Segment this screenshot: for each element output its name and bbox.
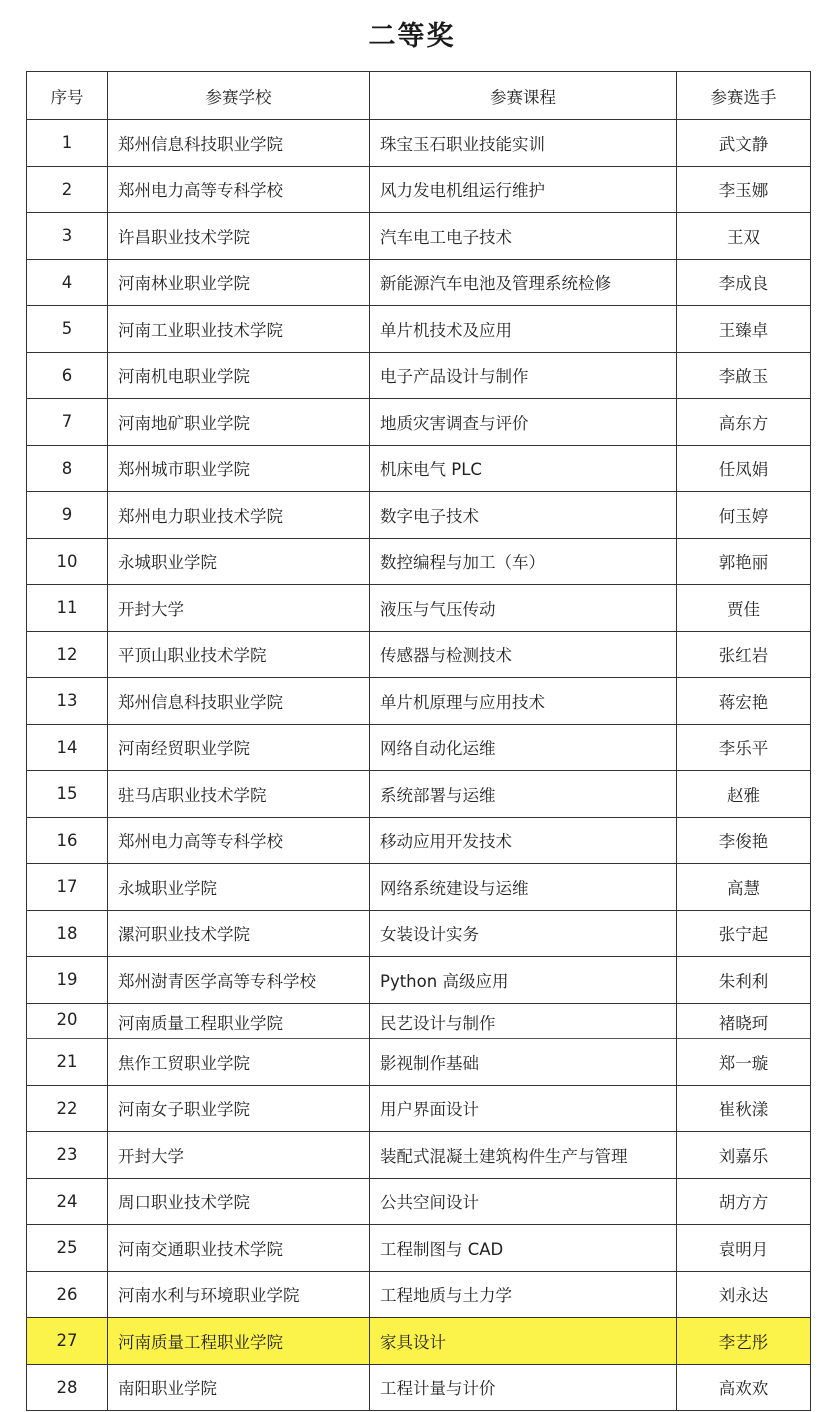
row-number: 14 [27, 724, 108, 771]
row-course: 地质灾害调查与评价 [370, 399, 677, 446]
row-course: Python 高级应用 [370, 957, 677, 1004]
row-contestant: 高欢欢 [677, 1364, 811, 1411]
table-row [27, 771, 811, 818]
row-school: 河南工业职业技术学院 [108, 306, 370, 353]
row-number: 25 [27, 1225, 108, 1272]
row-contestant: 张红岩 [677, 631, 811, 678]
row-course: 电子产品设计与制作 [370, 352, 677, 399]
row-number: 13 [27, 678, 108, 725]
row-course: 汽车电工电子技术 [370, 213, 677, 260]
row-course: 工程计量与计价 [370, 1364, 677, 1411]
row-number: 17 [27, 864, 108, 911]
row-contestant: 王双 [677, 213, 811, 260]
row-number: 3 [27, 213, 108, 260]
row-course: 民艺设计与制作 [370, 1003, 677, 1041]
table-row [27, 1318, 811, 1365]
table-row [27, 864, 811, 911]
row-school: 河南女子职业学院 [108, 1085, 370, 1132]
row-number: 26 [27, 1271, 108, 1318]
table-row [27, 306, 811, 353]
award-table-part-2 [26, 1038, 811, 1411]
table-row [27, 1178, 811, 1225]
row-course: 影视制作基础 [370, 1039, 677, 1086]
row-contestant: 朱利利 [677, 957, 811, 1004]
row-contestant: 李乐平 [677, 724, 811, 771]
row-school: 开封大学 [108, 1132, 370, 1179]
table-row [27, 399, 811, 446]
row-contestant: 武文静 [677, 120, 811, 167]
table-header-row [27, 72, 811, 120]
row-contestant: 高慧 [677, 864, 811, 911]
row-school: 郑州信息科技职业学院 [108, 120, 370, 167]
row-contestant: 任凤娟 [677, 445, 811, 492]
row-course: 单片机技术及应用 [370, 306, 677, 353]
row-school: 漯河职业技术学院 [108, 910, 370, 957]
row-course: 单片机原理与应用技术 [370, 678, 677, 725]
row-course: 工程地质与土力学 [370, 1271, 677, 1318]
table-row [27, 1132, 811, 1179]
row-number: 1 [27, 120, 108, 167]
row-contestant: 贾佳 [677, 585, 811, 632]
table-row [27, 631, 811, 678]
table-row [27, 166, 811, 213]
row-contestant: 刘永达 [677, 1271, 811, 1318]
header-contestant: 参赛选手 [677, 72, 811, 120]
table-row [27, 1003, 811, 1041]
header-course: 参赛课程 [370, 72, 677, 120]
row-school: 郑州信息科技职业学院 [108, 678, 370, 725]
row-school: 南阳职业学院 [108, 1364, 370, 1411]
row-number: 28 [27, 1364, 108, 1411]
table-row [27, 445, 811, 492]
table-row [27, 492, 811, 539]
row-number: 19 [27, 957, 108, 1004]
row-contestant: 胡方方 [677, 1178, 811, 1225]
row-school: 郑州电力高等专科学校 [108, 817, 370, 864]
row-number: 11 [27, 585, 108, 632]
row-course: 数字电子技术 [370, 492, 677, 539]
table-row [27, 1085, 811, 1132]
row-school: 河南地矿职业学院 [108, 399, 370, 446]
table-row [27, 817, 811, 864]
row-school: 河南机电职业学院 [108, 352, 370, 399]
row-contestant: 李成良 [677, 259, 811, 306]
table-row [27, 538, 811, 585]
row-school: 郑州城市职业学院 [108, 445, 370, 492]
row-school: 郑州澍青医学高等专科学校 [108, 957, 370, 1004]
row-contestant: 郭艳丽 [677, 538, 811, 585]
row-contestant: 李玉娜 [677, 166, 811, 213]
row-course: 工程制图与 CAD [370, 1225, 677, 1272]
row-contestant: 袁明月 [677, 1225, 811, 1272]
row-number: 20 [27, 1003, 108, 1041]
row-number: 4 [27, 259, 108, 306]
table-row [27, 352, 811, 399]
row-number: 6 [27, 352, 108, 399]
row-number: 10 [27, 538, 108, 585]
table-row [27, 910, 811, 957]
row-number: 24 [27, 1178, 108, 1225]
row-course: 风力发电机组运行维护 [370, 166, 677, 213]
row-number: 16 [27, 817, 108, 864]
row-school: 郑州电力高等专科学校 [108, 166, 370, 213]
row-course: 网络系统建设与运维 [370, 864, 677, 911]
row-course: 网络自动化运维 [370, 724, 677, 771]
row-school: 河南水利与环境职业学院 [108, 1271, 370, 1318]
row-contestant: 张宁起 [677, 910, 811, 957]
row-contestant: 李俊艳 [677, 817, 811, 864]
row-school: 焦作工贸职业学院 [108, 1039, 370, 1086]
row-number: 7 [27, 399, 108, 446]
header-number: 序号 [27, 72, 108, 120]
row-school: 驻马店职业技术学院 [108, 771, 370, 818]
row-contestant: 李啟玉 [677, 352, 811, 399]
row-school: 周口职业技术学院 [108, 1178, 370, 1225]
row-course: 机床电气 PLC [370, 445, 677, 492]
row-course: 装配式混凝土建筑构件生产与管理 [370, 1132, 677, 1179]
row-school: 许昌职业技术学院 [108, 213, 370, 260]
row-number: 21 [27, 1039, 108, 1086]
row-contestant: 李艺彤 [677, 1318, 811, 1365]
header-school: 参赛学校 [108, 72, 370, 120]
row-contestant: 王臻卓 [677, 306, 811, 353]
table-row [27, 724, 811, 771]
row-school: 河南质量工程职业学院 [108, 1003, 370, 1041]
row-school: 河南林业职业学院 [108, 259, 370, 306]
row-course: 用户界面设计 [370, 1085, 677, 1132]
row-contestant: 郑一璇 [677, 1039, 811, 1086]
row-school: 河南经贸职业学院 [108, 724, 370, 771]
row-school: 永城职业学院 [108, 538, 370, 585]
row-course: 新能源汽车电池及管理系统检修 [370, 259, 677, 306]
row-contestant: 何玉婷 [677, 492, 811, 539]
table-row [27, 957, 811, 1004]
table-row [27, 1039, 811, 1086]
row-contestant: 褚晓珂 [677, 1003, 811, 1041]
table-row [27, 678, 811, 725]
row-course: 数控编程与加工（车） [370, 538, 677, 585]
page-title: 二等奖 [368, 21, 456, 52]
row-course: 公共空间设计 [370, 1178, 677, 1225]
table-row [27, 259, 811, 306]
row-course: 女装设计实务 [370, 910, 677, 957]
table-row [27, 1364, 811, 1411]
row-contestant: 崔秋漾 [677, 1085, 811, 1132]
row-contestant: 赵雅 [677, 771, 811, 818]
row-number: 12 [27, 631, 108, 678]
table-row [27, 213, 811, 260]
row-contestant: 刘嘉乐 [677, 1132, 811, 1179]
row-number: 9 [27, 492, 108, 539]
row-number: 5 [27, 306, 108, 353]
row-course: 移动应用开发技术 [370, 817, 677, 864]
row-school: 永城职业学院 [108, 864, 370, 911]
row-number: 8 [27, 445, 108, 492]
table-row [27, 1225, 811, 1272]
row-number: 27 [27, 1318, 108, 1365]
row-number: 22 [27, 1085, 108, 1132]
row-number: 23 [27, 1132, 108, 1179]
row-school: 河南质量工程职业学院 [108, 1318, 370, 1365]
row-school: 平顶山职业技术学院 [108, 631, 370, 678]
table-row [27, 1271, 811, 1318]
row-course: 系统部署与运维 [370, 771, 677, 818]
row-course: 家具设计 [370, 1318, 677, 1365]
award-table-part-1 [26, 71, 811, 1041]
row-course: 珠宝玉石职业技能实训 [370, 120, 677, 167]
row-school: 河南交通职业技术学院 [108, 1225, 370, 1272]
row-contestant: 高东方 [677, 399, 811, 446]
row-course: 液压与气压传动 [370, 585, 677, 632]
row-school: 郑州电力职业技术学院 [108, 492, 370, 539]
row-number: 15 [27, 771, 108, 818]
table-row [27, 120, 811, 167]
row-contestant: 蒋宏艳 [677, 678, 811, 725]
table-row [27, 585, 811, 632]
row-number: 18 [27, 910, 108, 957]
row-number: 2 [27, 166, 108, 213]
row-school: 开封大学 [108, 585, 370, 632]
row-course: 传感器与检测技术 [370, 631, 677, 678]
